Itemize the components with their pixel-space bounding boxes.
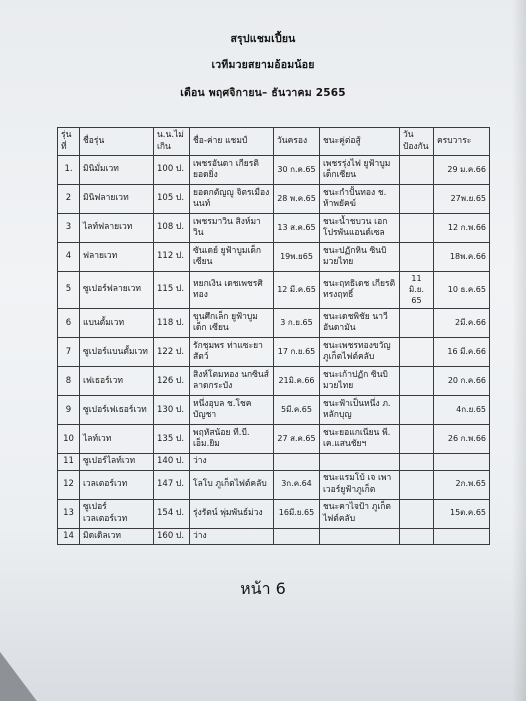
cell-no: 5 bbox=[58, 272, 80, 309]
cell-weight: 118 ป. bbox=[154, 309, 190, 338]
cell-no: 13 bbox=[58, 499, 80, 528]
cell-champion: ขุนศึกเล็ก ยูฟ้าบูมเด็ก เซียน bbox=[190, 309, 274, 338]
cell-no: 14 bbox=[58, 528, 80, 544]
cell-won-date bbox=[274, 528, 320, 544]
cell-division: มิดเดิลเวท bbox=[80, 528, 154, 544]
cell-opponent bbox=[320, 454, 400, 470]
table-row bbox=[58, 499, 490, 528]
col-header-champion: ชื่อ-ค่าย แชมป์ bbox=[190, 128, 274, 156]
cell-won-date: 13 ส.ค.65 bbox=[274, 214, 320, 243]
cell-champion: รุ่งรัตน์ พุ่มพันธ์ม่วง bbox=[190, 499, 274, 528]
cell-defense bbox=[400, 470, 434, 499]
cell-opponent: ชนะปฏักหิน ซินบิ มวยไทย bbox=[320, 243, 400, 272]
cell-weight: 100 ป. bbox=[154, 156, 190, 185]
cell-division: ซูเปอร์ฟลายเวท bbox=[80, 272, 154, 309]
col-header-won-date: วันครอง bbox=[274, 128, 320, 156]
cell-won-date bbox=[274, 454, 320, 470]
cell-defense bbox=[400, 499, 434, 528]
cell-defense bbox=[400, 338, 434, 367]
cell-weight: 108 ป. bbox=[154, 214, 190, 243]
cell-weight: 160 ป. bbox=[154, 528, 190, 544]
cell-weight: 140 ป. bbox=[154, 454, 190, 470]
cell-defense bbox=[400, 185, 434, 214]
cell-won-date: 12 มี.ค.65 bbox=[274, 272, 320, 309]
cell-expires: 2ก.พ.65 bbox=[434, 470, 490, 499]
table-header-row bbox=[58, 128, 490, 156]
cell-no: 2 bbox=[58, 185, 80, 214]
cell-division: ฟลายเวท bbox=[80, 243, 154, 272]
cell-no: 7 bbox=[58, 338, 80, 367]
cell-expires: 4ก.ย.65 bbox=[434, 396, 490, 425]
table-row bbox=[58, 396, 490, 425]
cell-opponent: ชนะแรมโบ้ เจ เพาเวอร์ยูฟ้าภูเก็ต bbox=[320, 470, 400, 499]
cell-division: ซูเปอร์เวลเตอร์เวท bbox=[80, 499, 154, 528]
cell-expires bbox=[434, 454, 490, 470]
cell-no: 11 bbox=[58, 454, 80, 470]
cell-weight: 126 ป. bbox=[154, 367, 190, 396]
cell-no: 12 bbox=[58, 470, 80, 499]
cell-division: ไลท์เวท bbox=[80, 425, 154, 454]
cell-opponent: ชนะน้ำชบวน เอก โปรพันแอนด์เซล bbox=[320, 214, 400, 243]
cell-no: 10 bbox=[58, 425, 80, 454]
venue-title: เวทีมวยสยามอ้อมน้อย bbox=[211, 59, 315, 71]
cell-defense bbox=[400, 367, 434, 396]
cell-won-date: 28 พ.ค.65 bbox=[274, 185, 320, 214]
cell-defense bbox=[400, 214, 434, 243]
cell-weight: 147 ป. bbox=[154, 470, 190, 499]
cell-defense bbox=[400, 156, 434, 185]
cell-champion: โลโบ ภูเก็ตไฟต์คลับ bbox=[190, 470, 274, 499]
cell-won-date: 21มิ.ค.66 bbox=[274, 367, 320, 396]
table-row bbox=[58, 243, 490, 272]
cell-champion: ยอดกตัญญู จิตรเมือง นนท์ bbox=[190, 185, 274, 214]
cell-defense bbox=[400, 528, 434, 544]
cell-weight: 130 ป. bbox=[154, 396, 190, 425]
cell-won-date: 16มี.ย.65 bbox=[274, 499, 320, 528]
document-title: สรุปแชมเปี้ยน bbox=[230, 33, 296, 45]
page-number: หน้า 6 bbox=[240, 579, 286, 598]
col-header-division: ชื่อรุ่น bbox=[80, 128, 154, 156]
cell-no: 1. bbox=[58, 156, 80, 185]
cell-division: เวลเตอร์เวท bbox=[80, 470, 154, 499]
cell-division: มินิมั่มเวท bbox=[80, 156, 154, 185]
cell-expires: 20 ก.ค.66 bbox=[434, 367, 490, 396]
cell-no: 9 bbox=[58, 396, 80, 425]
table-row bbox=[58, 338, 490, 367]
period-title: เดือน พฤศจิกายน– ธันวาคม 2565 bbox=[180, 87, 346, 99]
table-body bbox=[58, 156, 490, 545]
cell-defense bbox=[400, 309, 434, 338]
col-header-no: รุ่น ที่ bbox=[58, 128, 80, 156]
cell-expires: 27พ.ย.65 bbox=[434, 185, 490, 214]
cell-opponent: ชนะกำปั้นทอง ช. ห้าพยัคฆ์ bbox=[320, 185, 400, 214]
cell-opponent: ชนะฟ้าเป็นหนึ่ง ภ. หลักบุญ bbox=[320, 396, 400, 425]
cell-champion: พฤหัสน้อย ที.บี. เอ็ม.ยิม bbox=[190, 425, 274, 454]
table-row bbox=[58, 156, 490, 185]
cell-champion: รักชุมพร ท่าแซะยา สัตว์ bbox=[190, 338, 274, 367]
cell-champion: เพชรอันดา เกียรติ ยอดยิ่ง bbox=[190, 156, 274, 185]
col-header-defense: วัน ป้องกัน bbox=[400, 128, 434, 156]
cell-expires: 26 ก.พ.66 bbox=[434, 425, 490, 454]
cell-division: ไลท์ฟลายเวท bbox=[80, 214, 154, 243]
cell-expires: 15ต.ค.65 bbox=[434, 499, 490, 528]
col-header-opponent: ชนะคู่ต่อสู้ bbox=[320, 128, 400, 156]
cell-opponent: ชนะฤทธิเดช เกียรติทรงฤทธิ์ bbox=[320, 272, 400, 309]
cell-division: มินิฟลายเวท bbox=[80, 185, 154, 214]
cell-expires: 29 ม.ค.66 bbox=[434, 156, 490, 185]
cell-opponent: ชนะยอแกเนียน พี. เค.แสนชัยฯ bbox=[320, 425, 400, 454]
cell-defense bbox=[400, 396, 434, 425]
table-row bbox=[58, 214, 490, 243]
cell-won-date: 5มี.ค.65 bbox=[274, 396, 320, 425]
cell-champion: หนึ่งอุบล ช.โชคบัญชา bbox=[190, 396, 274, 425]
cell-no: 4 bbox=[58, 243, 80, 272]
cell-no: 6 bbox=[58, 309, 80, 338]
cell-won-date: 17 ก.ย.65 bbox=[274, 338, 320, 367]
table-row bbox=[58, 470, 490, 499]
table-row bbox=[58, 425, 490, 454]
cell-opponent: ชนะเพชรทองขวัญ ภูเก็ตไฟต์คลับ bbox=[320, 338, 400, 367]
cell-expires: 18พ.ค.66 bbox=[434, 243, 490, 272]
cell-champion: สิงห์โตมหอง นกซินส์ ลาดกระบัง bbox=[190, 367, 274, 396]
table-row bbox=[58, 454, 490, 470]
cell-expires: 16 มี.ค.66 bbox=[434, 338, 490, 367]
cell-weight: 135 ป. bbox=[154, 425, 190, 454]
cell-won-date: 3 ก.ย.65 bbox=[274, 309, 320, 338]
cell-weight: 154 ป. bbox=[154, 499, 190, 528]
cell-champion: ซันเดย์ ยูฟ้าบูมเด็ก เซียน bbox=[190, 243, 274, 272]
table-row bbox=[58, 272, 490, 309]
table-row bbox=[58, 528, 490, 544]
table-row bbox=[58, 185, 490, 214]
cell-expires: 12 ก.พ.66 bbox=[434, 214, 490, 243]
cell-weight: 112 ป. bbox=[154, 243, 190, 272]
cell-champion: เพชรมาวิน สิงห์มาวิน bbox=[190, 214, 274, 243]
cell-division: ซูเปอร์ไลท์เวท bbox=[80, 454, 154, 470]
cell-won-date: 3ก.ค.64 bbox=[274, 470, 320, 499]
cell-defense bbox=[400, 454, 434, 470]
cell-division: ซูเปอร์แบนตั้มเวท bbox=[80, 338, 154, 367]
cell-weight: 122 ป. bbox=[154, 338, 190, 367]
cell-no: 8 bbox=[58, 367, 80, 396]
champions-table bbox=[57, 127, 490, 545]
cell-opponent: เพชรรุ่งไฟ ยูฟ้าบูม เด็กเซียน bbox=[320, 156, 400, 185]
cell-champion: ว่าง bbox=[190, 454, 274, 470]
cell-no: 3 bbox=[58, 214, 80, 243]
cell-expires bbox=[434, 528, 490, 544]
cell-defense bbox=[400, 425, 434, 454]
cell-champion: หยกเงิน เดชเพชรศิ ทอง bbox=[190, 272, 274, 309]
cell-champion: ว่าง bbox=[190, 528, 274, 544]
cell-defense bbox=[400, 243, 434, 272]
cell-weight: 105 ป. bbox=[154, 185, 190, 214]
cell-division: ซูเปอร์เฟเธอร์เวท bbox=[80, 396, 154, 425]
cell-won-date: 30 ก.ค.65 bbox=[274, 156, 320, 185]
cell-won-date: 19พ.ย65 bbox=[274, 243, 320, 272]
cell-opponent: ชนะเก้าปฏัก ซินบิ มวยไทย bbox=[320, 367, 400, 396]
col-header-expires: ครบวาระ bbox=[434, 128, 490, 156]
table-row bbox=[58, 309, 490, 338]
cell-division: แบนตั้มเวท bbox=[80, 309, 154, 338]
col-header-weight: น.น.ไม่ เกิน bbox=[154, 128, 190, 156]
cell-opponent bbox=[320, 528, 400, 544]
cell-division: เฟเธอร์เวท bbox=[80, 367, 154, 396]
cell-defense: 11 มิ.ย. 65 bbox=[400, 272, 434, 309]
cell-expires: 10 ธ.ค.65 bbox=[434, 272, 490, 309]
cell-opponent: ชนะคาไจป้า ภูเก็ต ไฟต์คลับ bbox=[320, 499, 400, 528]
table-row bbox=[58, 367, 490, 396]
cell-opponent: ชนะเดชพิชัย นาวี อันดามัน bbox=[320, 309, 400, 338]
cell-weight: 115 ป. bbox=[154, 272, 190, 309]
cell-won-date: 27 ส.ค.65 bbox=[274, 425, 320, 454]
cell-expires: 2มี.ค.66 bbox=[434, 309, 490, 338]
